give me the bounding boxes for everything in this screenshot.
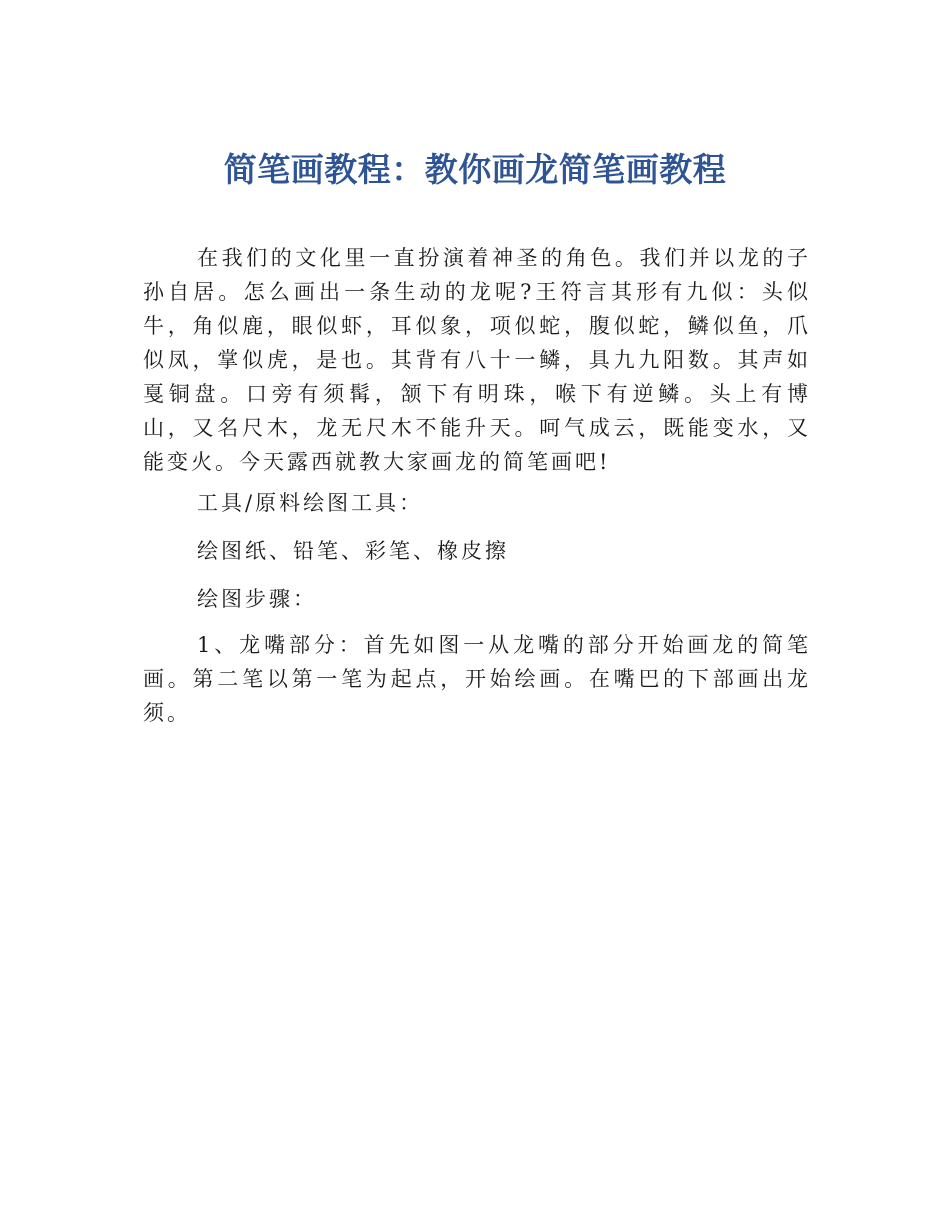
document-title: 简笔画教程：教你画龙简笔画教程 — [223, 150, 727, 189]
tools-list-paragraph: 绘图纸、铅笔、彩笔、橡皮擦 — [197, 539, 509, 563]
intro-paragraph: 在我们的文化里一直扮演着神圣的角色。我们并以龙的子孙自居。怎么画出一条生动的龙呢?王符言其形有九似：头似牛，角似鹿，眼似虾，耳似象，项似蛇，腹似蛇，鳞似鱼，爪似凤，掌似虎，是也。其背有八十一鳞，具九九阳数。其声如戛铜盘。口旁有须髯，颔下有明珠，喉下有逆鳞。头上有博山，又名尺木，龙无尺木不能升天。呵气成云，既能变水，又能变火。今天露西就教大家画龙的简笔画吧! — [143, 246, 811, 474]
steps-heading-paragraph: 绘图步骤： — [197, 587, 317, 611]
tools-heading-paragraph: 工具/原料绘图工具： — [197, 491, 424, 515]
step-1-paragraph: 1、龙嘴部分：首先如图一从龙嘴的部分开始画龙的简笔画。第二笔以第一笔为起点，开始绘画。在嘴巴的下部画出龙须。 — [143, 633, 811, 725]
